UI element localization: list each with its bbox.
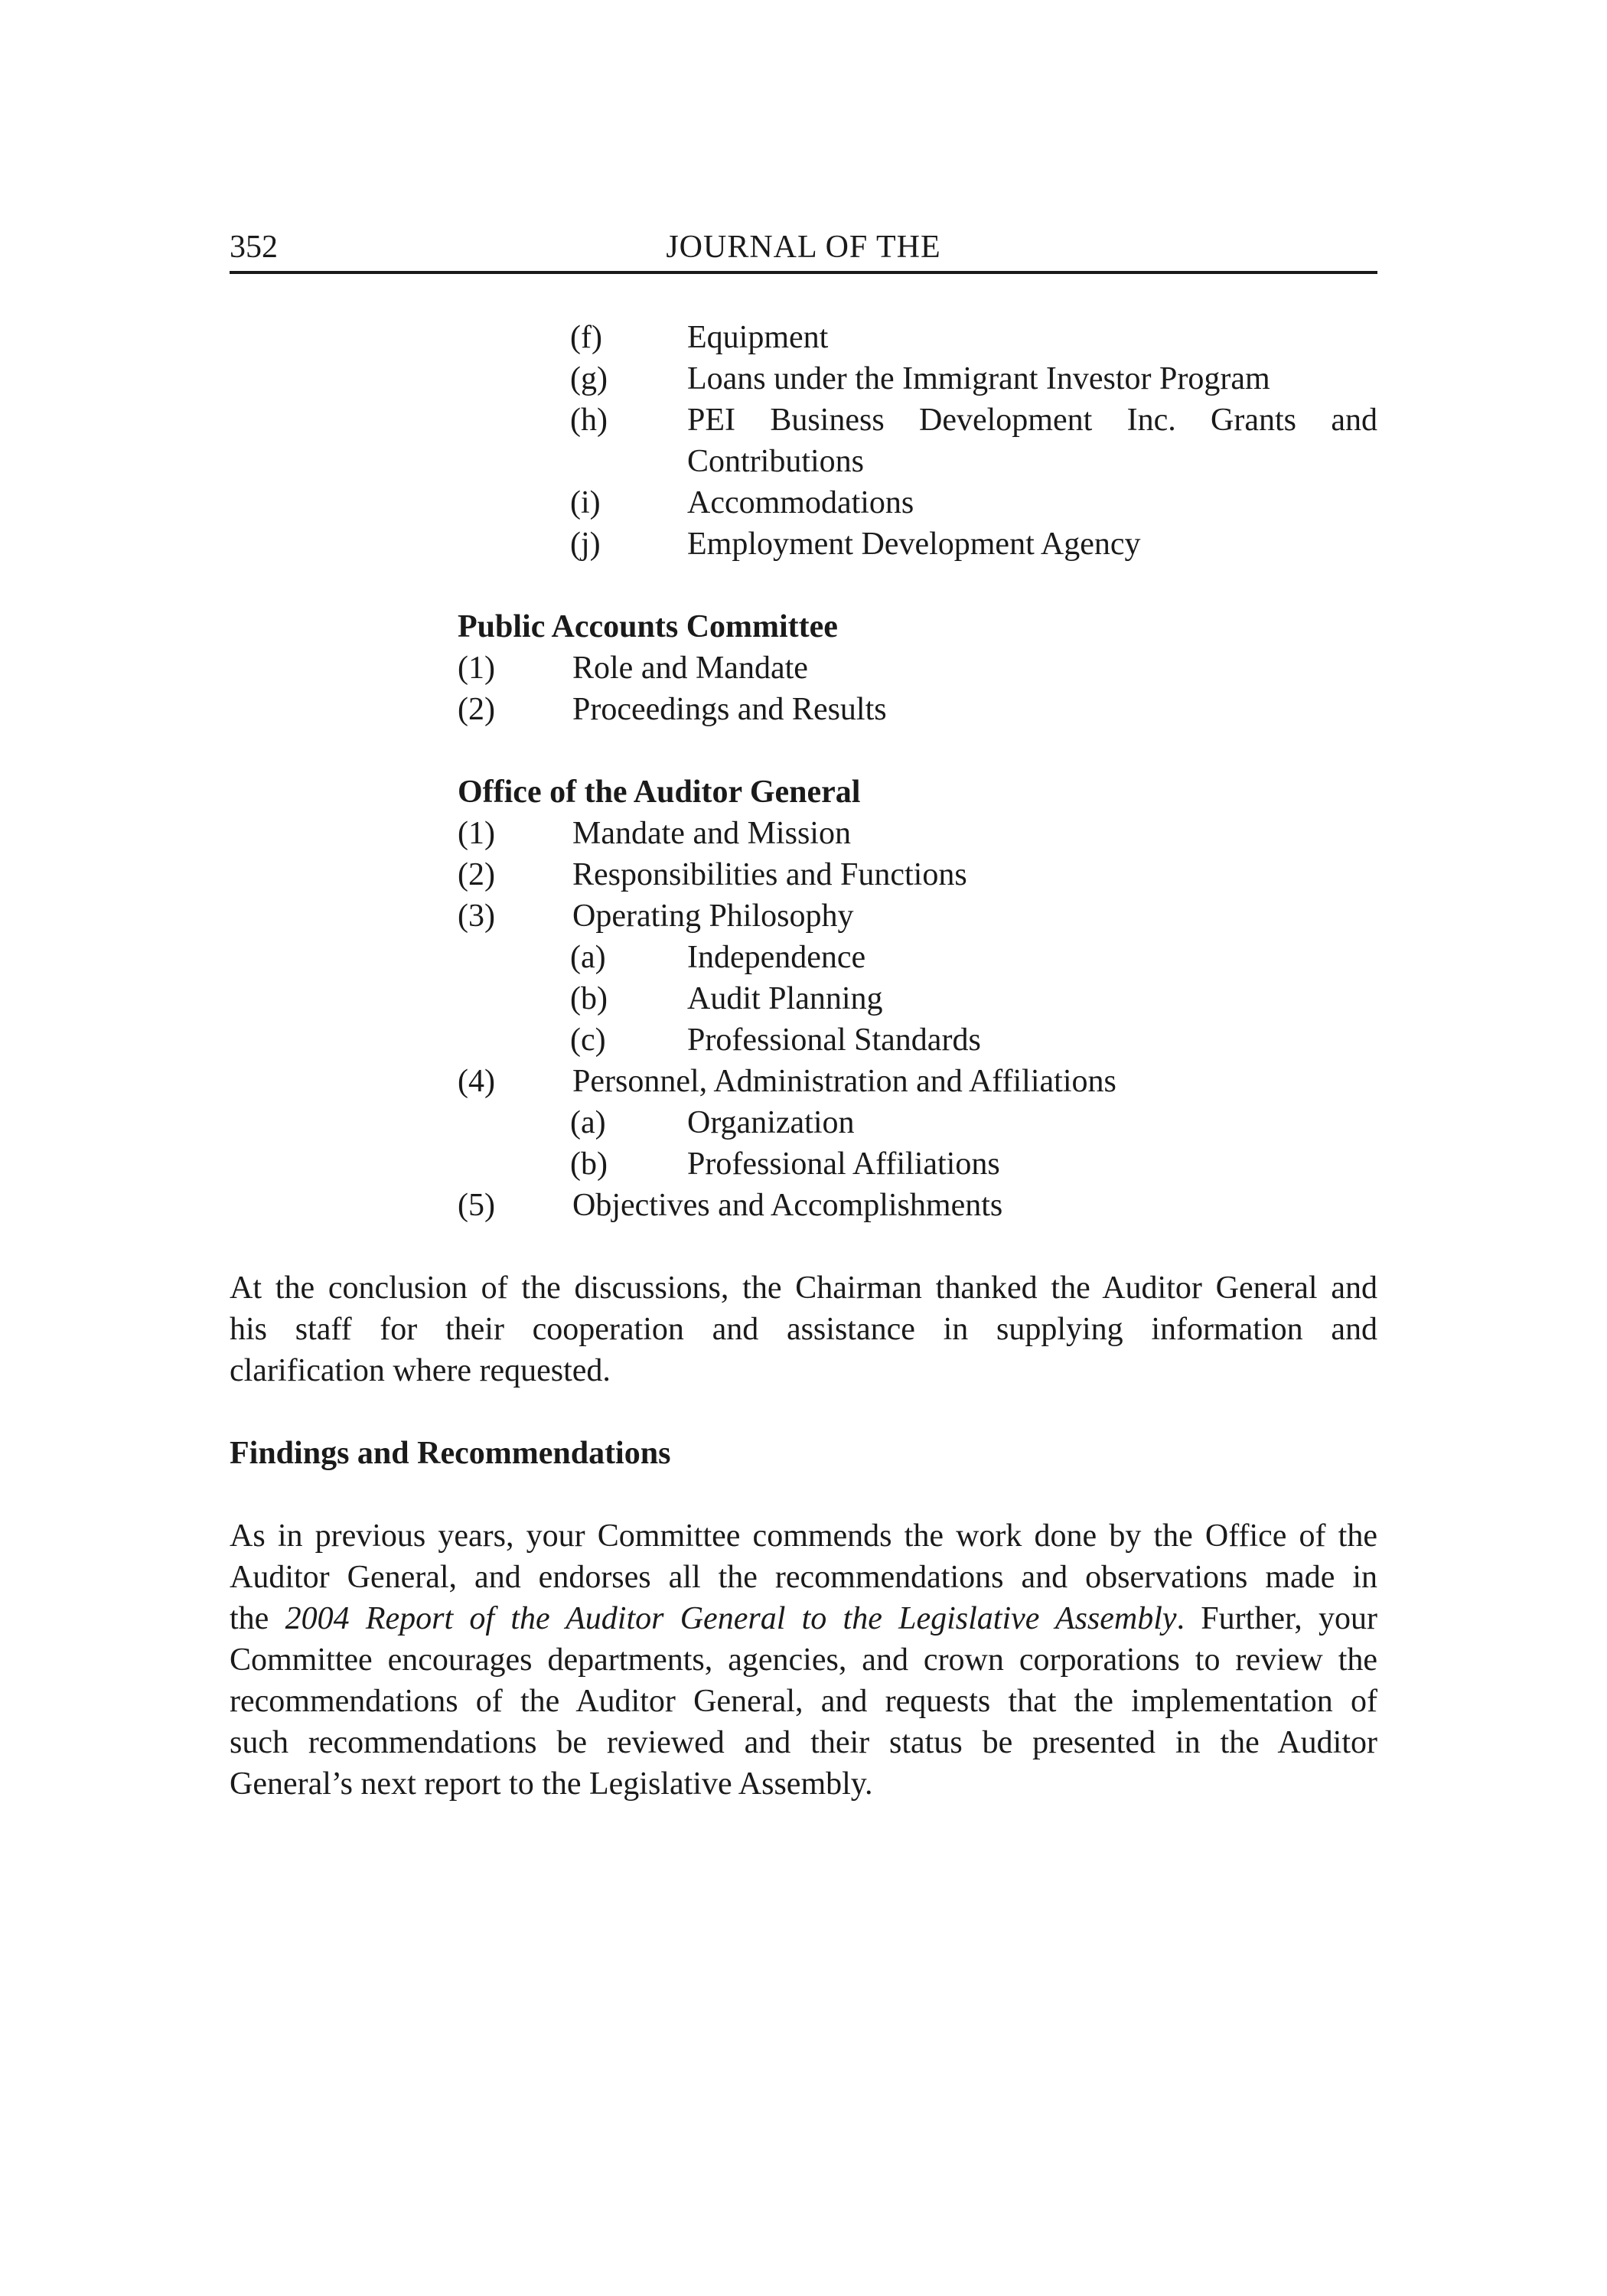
sub-item-label: (a) (570, 940, 606, 975)
sub-item-text: Organization (687, 1105, 855, 1140)
list-item-label: (h) (570, 403, 608, 438)
section-heading: Office of the Auditor General (458, 775, 861, 810)
list-item-label: (3) (458, 899, 495, 934)
sub-item-label: (a) (570, 1105, 606, 1140)
list-item-label: (g) (570, 361, 608, 396)
list-item-text: Equipment (687, 320, 829, 355)
list-item-label: (j) (570, 527, 601, 562)
sub-item-text: Audit Planning (687, 981, 883, 1016)
sub-item-text: Professional Standards (687, 1022, 981, 1058)
findings-paragraph: As in previous years, your Committee commends the work done by the Office of the Auditor General, and endorses all the recommendations and observations made in the 2004 Report of the Auditor General to the Legislative Assembly. Further, your Committee encourages departments, agencies, and crown corporations to review the recommendations of the Auditor General, and requests that the implementation of such recommendations be reviewed and their status be presented in the Auditor General’s next report to the Legislative Assembly. (230, 1518, 1377, 1802)
list-item-label: (i) (570, 485, 601, 520)
list-item-text: Operating Philosophy (572, 899, 854, 934)
sub-item-label: (c) (570, 1022, 606, 1058)
journal-title: JOURNAL OF THE (666, 230, 941, 265)
sub-item-text: Independence (687, 940, 866, 975)
sub-item-text: Professional Affiliations (687, 1146, 1000, 1182)
list-item-text: PEI Business Development Inc. Grants and Contributions (687, 403, 1377, 479)
list-item-label: (5) (458, 1188, 495, 1223)
section-heading: Public Accounts Committee (458, 609, 838, 644)
sub-item-label: (b) (570, 981, 608, 1016)
list-item-text: Employment Development Agency (687, 527, 1141, 562)
list-item-text: Mandate and Mission (572, 816, 851, 851)
report-citation-line: the 2004 Report of the Auditor General to the Legislative Assembly. Further, your (230, 1601, 1377, 1636)
findings-heading: Findings and Recommendations (230, 1436, 671, 1471)
conclusion-paragraph: At the conclusion of the discussions, the Chairman thanked the Auditor General and his staff for their cooperation and assistance in supplying information and clarification where requested. (230, 1270, 1377, 1388)
list-item-text: Personnel, Administration and Affiliations (572, 1064, 1116, 1099)
page-number: 352 (230, 230, 278, 265)
running-header (230, 227, 1377, 274)
list-item-text: Role and Mandate (572, 651, 808, 686)
list-item-label: (4) (458, 1064, 495, 1099)
list-item-label: (2) (458, 857, 495, 892)
list-item-text: Loans under the Immigrant Investor Program (687, 361, 1270, 396)
list-item-text: Proceedings and Results (572, 692, 887, 727)
report-title-italic: 2004 Report of the Auditor General to the Legislative Assembly (285, 1601, 1177, 1636)
list-item-text: Objectives and Accomplishments (572, 1188, 1003, 1223)
list-item-text: Responsibilities and Functions (572, 857, 967, 892)
list-item-label: (1) (458, 816, 495, 851)
list-item-label: (1) (458, 651, 495, 686)
list-item-label: (2) (458, 692, 495, 727)
sub-item-label: (b) (570, 1146, 608, 1182)
list-item-text: Accommodations (687, 485, 914, 520)
list-item-label: (f) (570, 320, 602, 355)
